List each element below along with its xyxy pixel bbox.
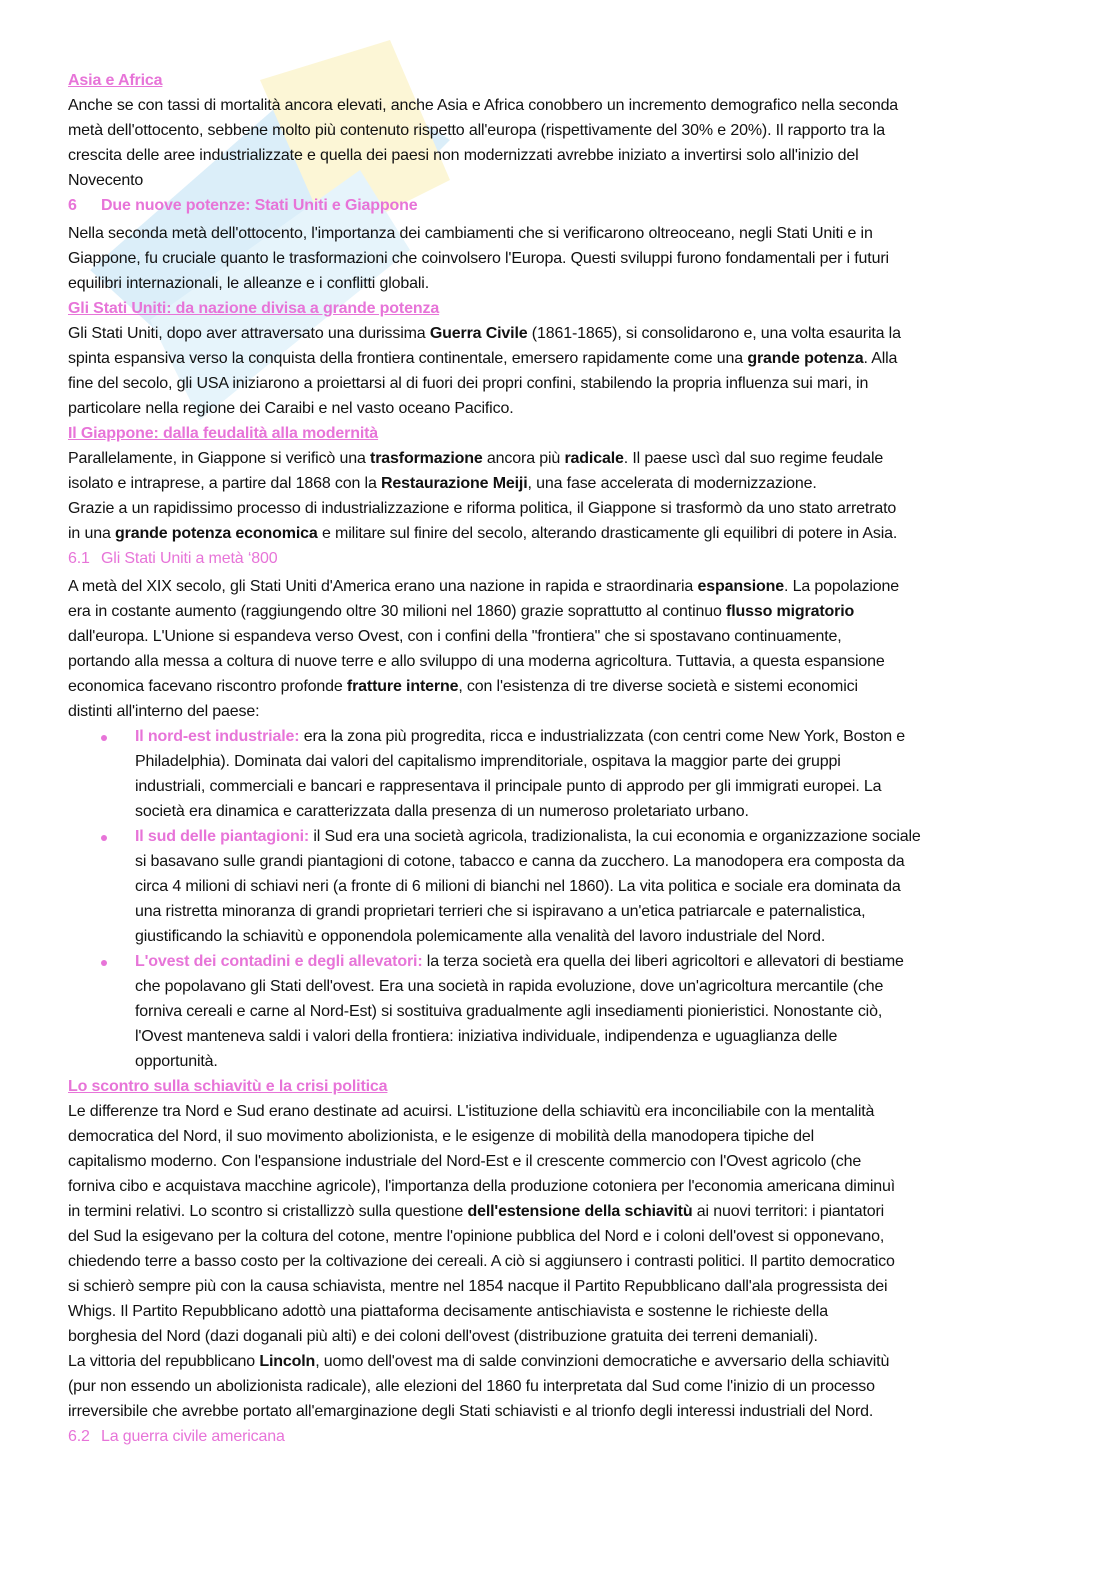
text-line <box>68 599 1058 624</box>
bullet-continuation <box>68 1024 1058 1049</box>
text-segment: equilibri internazionali, le alleanze e i conflitti globali. <box>68 275 429 292</box>
text-segment: fine del secolo, gli USA iniziarono a proiettarsi al di fuori dei propri confini, stabilendo la propria influenza sui mari, in <box>68 375 869 392</box>
text-segment: (pur non essendo un abolizionista radicale), alle elezioni del 1860 fu interpretata dal Sud come l'inizio di un processo <box>68 1378 875 1395</box>
text-segment: Anche se con tassi di mortalità ancora elevati, anche Asia e Africa conobbero un incremento demografico nella seconda <box>68 97 899 114</box>
text-segment: la terza società era quella dei liberi agricoltori e allevatori di bestiame <box>422 953 904 970</box>
text-segment: si basavano sulle grandi piantagioni di cotone, tabacco e canna da zucchero. La manodopera era composta da <box>135 853 905 870</box>
text-segment: società era dinamica e caratterizzata dalla presenza di un numeroso proletariato urbano. <box>135 803 749 820</box>
bullet-item <box>68 949 1058 974</box>
text-segment: La guerra civile americana <box>101 1428 285 1445</box>
heading-number: 6.1 <box>68 550 90 567</box>
bold-text: grande potenza <box>747 350 864 367</box>
text-line <box>68 1224 1058 1249</box>
text-segment: si schierò sempre più con la causa schiavista, mentre nel 1854 nacque il Partito Repubblicano dall'ala progressista dei <box>68 1278 888 1295</box>
bold-text: grande potenza economica <box>115 525 318 542</box>
text-segment: giustificando la schiavitù e opponendola polemicamente alla venalità del lavoro industriale del Nord. <box>135 928 826 945</box>
bullet-label: Il nord-est industriale: <box>135 728 300 745</box>
bullet-continuation <box>68 799 1058 824</box>
text-segment: ancora più <box>482 450 565 467</box>
text-segment: Nella seconda metà dell'ottocento, l'importanza dei cambiamenti che si verificarono oltreoceano, negli Stati Uniti e in <box>68 225 873 242</box>
subsection-heading <box>68 546 1058 571</box>
text-segment: forniva cibo e acquistava macchine agricole), l'importanza della produzione cotoniera per l'economia americana diminuì <box>68 1178 896 1195</box>
bold-text: Guerra Civile <box>429 325 528 342</box>
text-line <box>68 1374 1058 1399</box>
text-segment: , con l'esistenza di tre diverse società e sistemi economici <box>458 678 858 695</box>
text-segment: in termini relativi. Lo scontro si cristallizzò sulla questione <box>68 1203 468 1220</box>
text-line <box>68 1174 1058 1199</box>
text-line <box>68 1199 1058 1224</box>
text-segment: del Sud la esigevano per la coltura del cotone, mentre l'opinione pubblica del Nord e i coloni dell'ovest si opponevano, <box>68 1228 885 1245</box>
text-line <box>68 1124 1058 1149</box>
text-line <box>68 346 1058 371</box>
text-segment: chiedendo terre a basso costo per la coltivazione dei cereali. A ciò si aggiunsero i contrasti politici. Il partito democratico <box>68 1253 895 1270</box>
bullet-continuation <box>68 1049 1058 1074</box>
text-segment: era la zona più progredita, ricca e industrializzata (con centri come New York, Boston e <box>299 728 906 745</box>
text-line <box>68 118 1058 143</box>
section-heading <box>68 421 1058 446</box>
text-segment: , una fase accelerata di modernizzazione. <box>527 475 817 492</box>
text-segment: una ristretta minoranza di grandi proprietari terrieri che si ispiravano a un'etica patriarcale e paternalistica, <box>135 903 866 920</box>
text-line <box>68 446 1058 471</box>
heading-number: 6.2 <box>68 1428 90 1445</box>
text-segment: forniva cereali e carne al Nord-Est) si sostituiva gradualmente agli insediamenti pionieristici. Nonostante ciò, <box>135 1003 883 1020</box>
text-segment: Parallelamente, in Giappone si verificò una <box>68 450 371 467</box>
text-line <box>68 1099 1058 1124</box>
text-line <box>68 396 1058 421</box>
text-line <box>68 221 1058 246</box>
bullet-continuation <box>68 999 1058 1024</box>
text-segment: economica facevano riscontro profonde <box>68 678 347 695</box>
text-segment: e militare sul finire del secolo, alterando drasticamente gli equilibri di potere in Asia. <box>317 525 898 542</box>
text-segment: irreversibile che avrebbe portato all'emarginazione degli Stati schiavisti e al trionfo degli interessi industriali del Nord. <box>68 1403 874 1420</box>
bullet-continuation <box>68 774 1058 799</box>
text-line <box>68 674 1058 699</box>
text-segment: Grazie a un rapidissimo processo di industrializzazione e riforma politica, il Giappone si trasformò da uno stato arretrato <box>68 500 897 517</box>
bold-text: Lincoln <box>259 1353 316 1370</box>
text-segment: A metà del XIX secolo, gli Stati Uniti d'America erano una nazione in rapida e straordinaria <box>68 578 698 595</box>
text-segment: Whigs. Il Partito Repubblicano adottò una piattaforma decisamente antischiavista e sostenne le richieste della <box>68 1303 828 1320</box>
text-line <box>68 168 1058 193</box>
bullet-item <box>68 824 1058 849</box>
bullet-continuation <box>68 749 1058 774</box>
text-line <box>68 321 1058 346</box>
bold-text: flusso migratorio <box>726 603 855 620</box>
bullet-continuation <box>68 924 1058 949</box>
bullet-icon <box>101 735 107 741</box>
bullet-label: Il sud delle piantagioni: <box>135 828 310 845</box>
text-segment: Philadelphia). Dominata dai valori del capitalismo imprenditoriale, ospitava la maggior parte dei gruppi <box>135 753 841 770</box>
bullet-continuation <box>68 874 1058 899</box>
text-line <box>68 271 1058 296</box>
text-segment: Giappone, fu cruciale quanto le trasformazioni che coinvolsero l'Europa. Questi sviluppi furono fondamentali per i futuri <box>68 250 889 267</box>
bullet-continuation <box>68 849 1058 874</box>
text-segment: isolato e intraprese, a partire dal 1868 con la <box>68 475 381 492</box>
text-segment: La vittoria del repubblicano <box>68 1353 260 1370</box>
subsection-heading <box>68 1424 1058 1449</box>
text-segment: Il Giappone: dalla feudalità alla modernità <box>68 425 379 442</box>
text-line <box>68 246 1058 271</box>
text-segment: Due nuove potenze: Stati Uniti e Giappone <box>101 197 418 214</box>
section-heading <box>68 1074 1058 1099</box>
bold-text: radicale <box>564 450 624 467</box>
text-segment: Gli Stati Uniti, dopo aver attraversato una durissima <box>68 325 430 342</box>
text-segment: Gli Stati Uniti: da nazione divisa a grande potenza <box>68 300 440 317</box>
text-segment: spinta espansiva verso la conquista della frontiera continentale, emersero rapidamente come una <box>68 350 748 367</box>
text-line <box>68 1324 1058 1349</box>
text-line <box>68 1399 1058 1424</box>
text-line <box>68 93 1058 118</box>
text-segment: Novecento <box>68 172 144 189</box>
text-segment: Lo scontro sulla schiavitù e la crisi politica <box>68 1078 388 1095</box>
bold-text: fratture interne <box>346 678 459 695</box>
text-segment: ai nuovi territori: i piantatori <box>692 1203 885 1220</box>
bullet-label: L'ovest dei contadini e degli allevatori: <box>135 953 423 970</box>
bullet-item <box>68 724 1058 749</box>
bullet-continuation <box>68 974 1058 999</box>
text-segment: che popolavano gli Stati dell'ovest. Era una società in rapida evoluzione, dove un'agricoltura mercantile (che <box>135 978 884 995</box>
text-segment: borghesia del Nord (dazi doganali più alti) e dei coloni dell'ovest (distribuzione gratuita dei terreni demaniali). <box>68 1328 818 1345</box>
text-line <box>68 496 1058 521</box>
text-line <box>68 371 1058 396</box>
text-line <box>68 624 1058 649</box>
bold-text: espansione <box>697 578 785 595</box>
bold-text: trasformazione <box>370 450 483 467</box>
text-segment: metà dell'ottocento, sebbene molto più contenuto rispetto all'europa (rispettivamente del 30% e 20%). Il rapporto tra la <box>68 122 886 139</box>
text-segment: distinti all'interno del paese: <box>68 703 260 720</box>
text-line <box>68 521 1058 546</box>
text-segment: . Il paese uscì dal suo regime feudale <box>623 450 884 467</box>
bullet-icon <box>101 835 107 841</box>
text-segment: Le differenze tra Nord e Sud erano destinate ad acuirsi. L'istituzione della schiavitù era inconciliabile con la mentalità <box>68 1103 875 1120</box>
text-line <box>68 699 1058 724</box>
text-segment: capitalismo moderno. Con l'espansione industriale del Nord-Est e il crescente commercio con l'Ovest agricolo (che <box>68 1153 862 1170</box>
text-segment: era in costante aumento (raggiungendo oltre 30 milioni nel 1860) grazie soprattutto al continuo <box>68 603 727 620</box>
text-line <box>68 1274 1058 1299</box>
text-segment: l'Ovest manteneva saldi i valori della frontiera: iniziativa individuale, indipendenza e uguaglianza delle <box>135 1028 838 1045</box>
text-segment: circa 4 milioni di schiavi neri (a fronte di 6 milioni di bianchi nel 1860). La vita politica e sociale era dominata da <box>135 878 901 895</box>
text-segment: Asia e Africa <box>68 72 163 89</box>
text-segment: in una <box>68 525 115 542</box>
text-line <box>68 1299 1058 1324</box>
text-segment: il Sud era una società agricola, tradizionalista, la cui economia e organizzazione sociale <box>309 828 921 845</box>
bold-text: dell'estensione della schiavitù <box>467 1203 693 1220</box>
bullet-continuation <box>68 899 1058 924</box>
text-segment: democratica del Nord, il suo movimento abolizionista, e le esigenze di mobilità della manodopera tipiche del <box>68 1128 814 1145</box>
text-segment: , uomo dell'ovest ma di salde convinzioni democratiche e avversario della schiavitù <box>315 1353 890 1370</box>
section-heading <box>68 296 1058 321</box>
text-segment: . Alla <box>863 350 898 367</box>
text-segment: Gli Stati Uniti a metà ‘800 <box>101 550 278 567</box>
text-segment: (1861-1865), si consolidarono e, una volta esaurita la <box>527 325 901 342</box>
text-line <box>68 649 1058 674</box>
heading-number: 6 <box>68 197 77 214</box>
text-segment: dall'europa. L'Unione si espandeva verso Ovest, con i confini della "frontiera" che si spostavano continuamente, <box>68 628 842 645</box>
text-line <box>68 1249 1058 1274</box>
text-segment: crescita delle aree industrializzate e quella dei paesi non modernizzati avrebbe iniziato a invertirsi solo all'inizio del <box>68 147 859 164</box>
text-segment: industriali, commerciali e bancari e rappresentava il principale punto di approdo per gli immigrati europei. La <box>135 778 882 795</box>
text-line <box>68 1149 1058 1174</box>
bullet-icon <box>101 960 107 966</box>
text-segment: portando alla messa a coltura di nuove terre e allo sviluppo di una moderna agricoltura. Tuttavia, a questa espansione <box>68 653 885 670</box>
section-heading <box>68 68 1058 93</box>
chapter-heading <box>68 193 1058 218</box>
text-line <box>68 1349 1058 1374</box>
text-line <box>68 574 1058 599</box>
text-segment: . La popolazione <box>784 578 900 595</box>
text-line <box>68 471 1058 496</box>
document-body <box>68 68 1058 1452</box>
text-line <box>68 143 1058 168</box>
text-segment: opportunità. <box>135 1053 218 1070</box>
bold-text: Restaurazione Meiji <box>381 475 528 492</box>
text-segment: particolare nella regione dei Caraibi e nel vasto oceano Pacifico. <box>68 400 514 417</box>
